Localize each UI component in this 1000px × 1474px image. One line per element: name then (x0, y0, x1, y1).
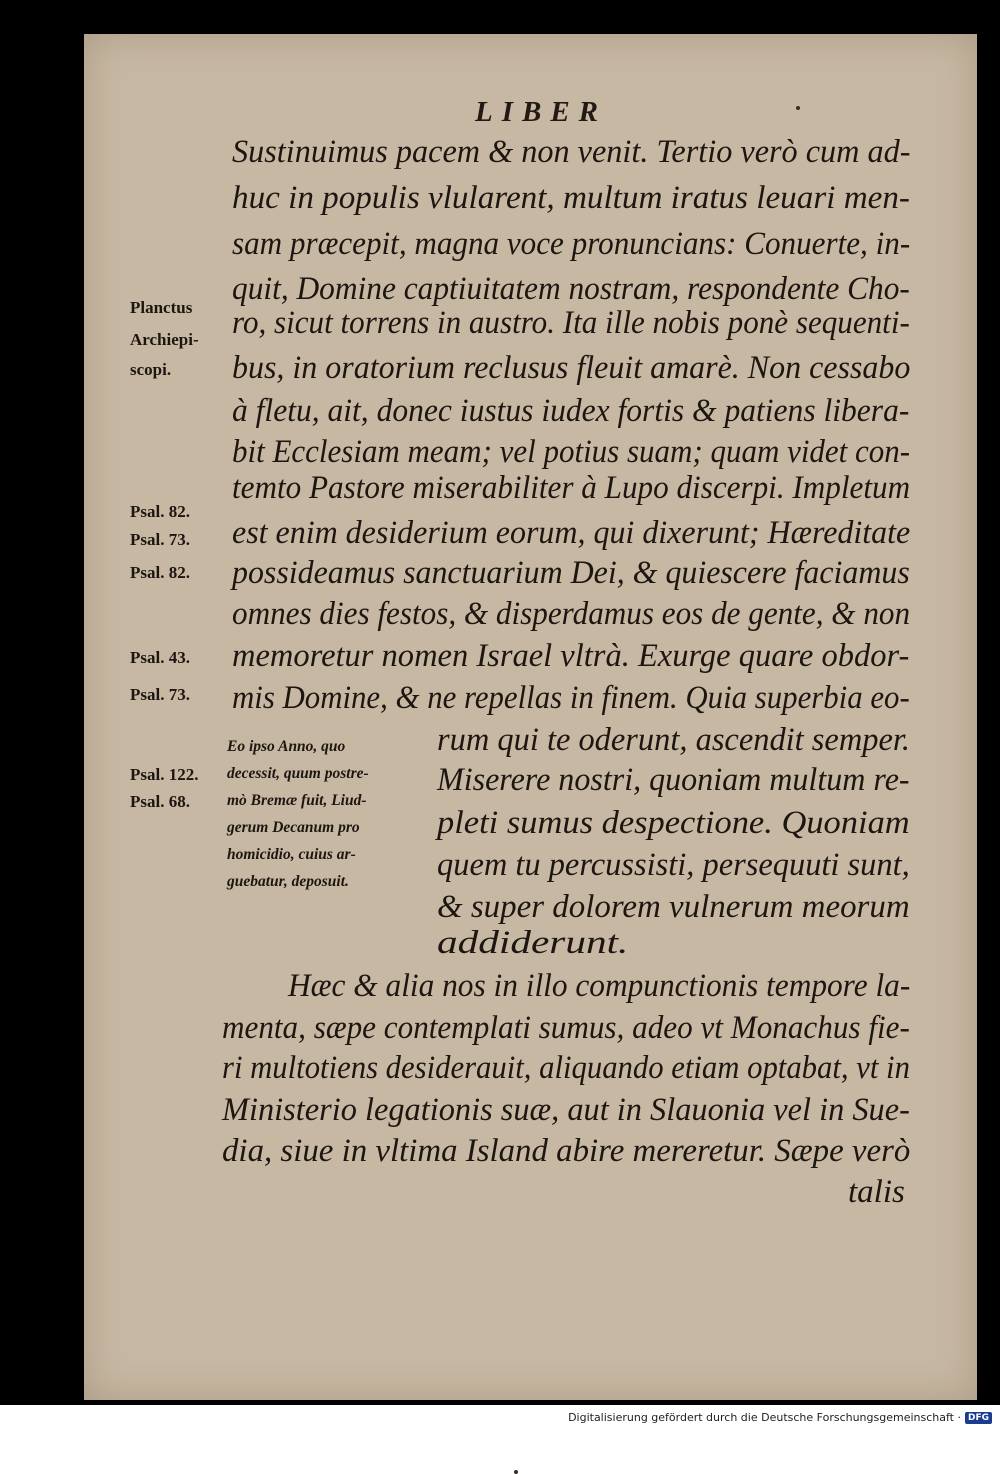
margin-label: Psal. 73. (130, 685, 190, 704)
running-head: LIBER (475, 96, 608, 128)
body-line: ri multotiens desiderauit, aliquando etiam optabat, vt in (222, 1050, 910, 1086)
body-line: quit, Domine captiuitatem nostram, respondente Cho- (232, 271, 910, 307)
body-line: bus, in oratorium reclusus fleuit amarè. Non cessabo (232, 350, 911, 386)
paper-speck (796, 106, 800, 110)
footer-text: Digitalisierung gefördert durch die Deutsche Forschungsgemeinschaft · (568, 1411, 961, 1424)
margin-note-line: gerum Decanum pro (227, 819, 360, 836)
margin-label: scopi. (130, 360, 172, 379)
body-line: Ministerio legationis suæ, aut in Slauonia vel in Sue- (222, 1092, 910, 1128)
margin-label: Planctus (130, 298, 193, 317)
body-line: temto Pastore miserabiliter à Lupo discerpi. Impletum (232, 470, 911, 506)
margin-label: Psal. 73. (130, 530, 190, 549)
body-line: memoretur nomen Israel vltrà. Exurge quare obdor- (232, 638, 910, 674)
body-line: possideamus sanctuarium Dei, & quiescere faciamus (232, 555, 910, 591)
margin-note-line: decessit, quum postre- (227, 765, 369, 782)
dfg-logo-icon: DFG (965, 1412, 992, 1424)
margin-note-line: homicidio, cuius ar- (227, 846, 356, 863)
body-line: ro, sicut torrens in austro. Ita ille nobis ponè sequenti- (232, 305, 910, 341)
body-line: huc in populis vlularent, multum iratus leuari men- (232, 180, 910, 216)
body-line: omnes dies festos, & disperdamus eos de gente, & non (232, 596, 911, 632)
body-line: addiderunt. (437, 925, 629, 961)
body-line: mis Domine, & ne repellas in finem. Quia superbia eo- (232, 680, 910, 716)
body-line: est enim desiderium eorum, qui dixerunt; Hæreditate (232, 515, 911, 551)
paper-speck (514, 1470, 518, 1474)
body-line: Sustinuimus pacem & non venit. Tertio verò cum ad- (232, 134, 911, 170)
body-line: rum qui te oderunt, ascendit semper. (437, 722, 911, 758)
body-line: Hæc & alia nos in illo compunctionis tempore la- (288, 968, 911, 1004)
margin-label: Psal. 82. (130, 502, 190, 521)
margin-note-line: Eo ipso Anno, quo (227, 738, 346, 755)
body-line: & super dolorem vulnerum meorum (437, 889, 910, 925)
margin-label: Psal. 43. (130, 648, 190, 667)
body-line: à fletu, ait, donec iustus iudex fortis & patiens libera- (232, 393, 910, 429)
body-line: sam præcepit, magna voce pronuncians: Conuerte, in- (232, 226, 911, 262)
body-line: bit Ecclesiam meam; vel potius suam; quam videt con- (232, 434, 911, 470)
margin-label: Psal. 82. (130, 563, 190, 582)
body-line: menta, sæpe contemplati sumus, adeo vt Monachus fie- (222, 1010, 910, 1046)
digitization-footer (568, 1411, 992, 1424)
margin-label: Psal. 122. (130, 765, 199, 784)
body-line: Miserere nostri, quoniam multum re- (437, 762, 910, 798)
margin-label: Psal. 68. (130, 792, 190, 811)
margin-note-line: mò Bremæ fuit, Liud- (227, 792, 367, 809)
catchword: talis (848, 1174, 905, 1210)
body-line: pleti sumus despectione. Quoniam (437, 805, 910, 841)
margin-note-line: guebatur, deposuit. (227, 873, 349, 890)
body-line: quem tu percussisti, persequuti sunt, (437, 847, 910, 883)
body-line: dia, siue in vltima Island abire mereretur. Sæpe verò (222, 1133, 911, 1169)
margin-label: Archiepi- (130, 330, 199, 349)
